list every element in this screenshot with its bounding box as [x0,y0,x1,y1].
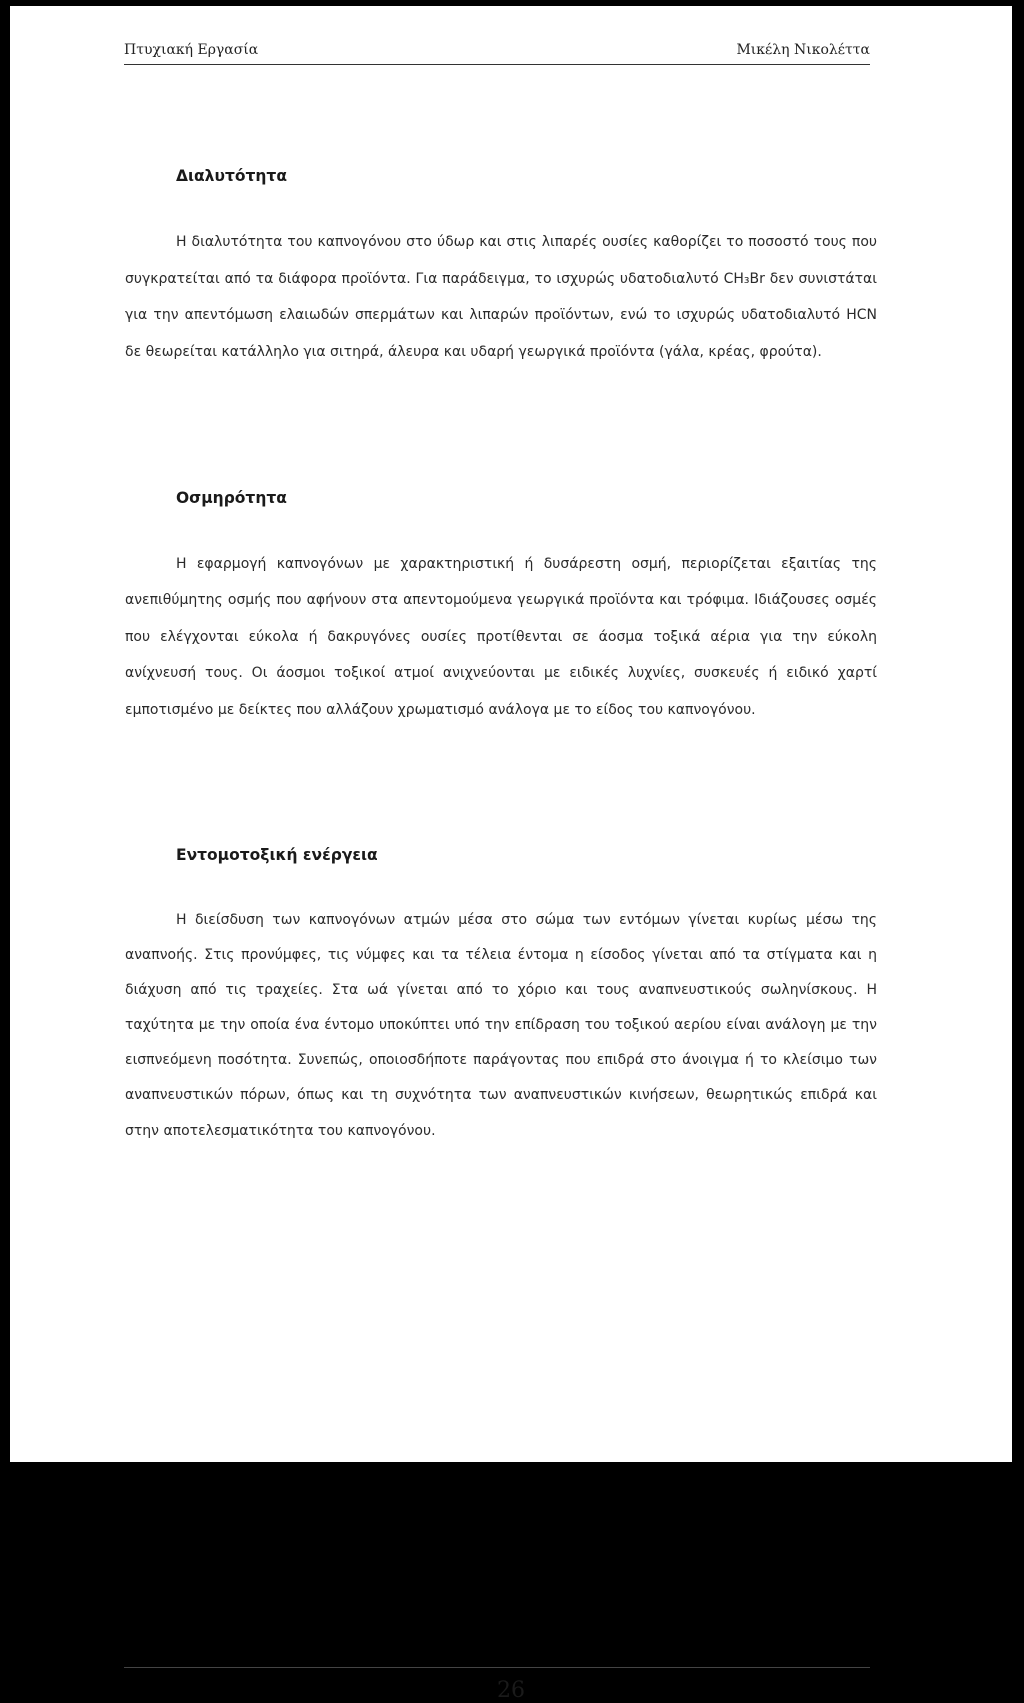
header-author: Μικέλη Νικολέττα [736,42,870,58]
document-page [10,6,1012,1703]
section-heading-odor: Οσμηρότητα [176,489,287,507]
running-header [124,42,870,66]
section-heading-solubility: Διαλυτότητα [176,167,287,185]
section-paragraph-odor: Η εφαρμογή καπνογόνων με χαρακτηριστική ή δυσάρεστη οσμή, περιορίζεται εξαιτίας της ανεπιθύμητης οσμής που αφήνουν στα απεντομούμενα γεωργικά προϊόντα και τρόφιμα. Ιδιάζουσες οσμές που ελέγχονται εύκολα ή δακρυγόνες ουσίες προτίθενται σε άοσμα τοξικά αέρια για την εύκολη ανίχνευσή τους. Οι άοσμοι τοξικοί ατμοί ανιχνεύονται με ειδικές λυχνίες, συσκευές ή ειδικό χαρτί εμποτισμένο με δείκτες που αλλάζουν χρωματισμό ανάλογα με το είδος του καπνογόνου. [125,556,877,718]
section-paragraph-insecticidal-action: Η διείσδυση των καπνογόνων ατμών μέσα στο σώμα των εντόμων γίνεται κυρίως μέσω της αναπνοής. Στις προνύμφες, τις νύμφες και τα τέλεια έντομα η είσοδος γίνεται από τα στίγματα και η διάχυση από τις τραχείες. Στα ωά γίνεται από το χόριο και τους αναπνευστικούς σωληνίσκους. Η ταχύτητα με την οποία ένα έντομο υποκύπτει υπό την επίδραση του τοξικού αερίου είναι ανάλογη με την εισπνεόμενη ποσότητα. Συνεπώς, οποιοσδήποτε παράγοντας που επιδρά στο άνοιγμα ή το κλείσιμο των αναπνευστικών πόρων, όπως και τη συχνότητα των αναπνευστικών κινήσεων, θεωρητικώς επιδρά και στην αποτελεσματικότητα του καπνογόνου. [125,912,877,1139]
section-heading-insecticidal-action: Εντομοτοξική ενέργεια [176,846,378,864]
page-number: 26 [497,1678,525,1703]
header-rule [124,64,870,65]
header-title: Πτυχιακή Εργασία [124,42,259,58]
footer [10,1006,1012,1703]
footer-rule [124,1667,870,1668]
section-paragraph-solubility: Η διαλυτότητα του καπνογόνου στο ύδωρ και στις λιπαρές ουσίες καθορίζει το ποσοστό τους που συγκρατείται από τα διάφορα προϊόντα. Για παράδειγμα, το ισχυρώς υδατοδιαλυτό CH₃Br δεν συνιστάται για την απεντόμωση ελαιωδών σπερμάτων και λιπαρών προϊόντων, ενώ το ισχυρώς υδατοδιαλυτό HCN δε θεωρείται κατάλληλο για σιτηρά, άλευρα και υδαρή γεωργικά προϊόντα (γάλα, κρέας, φρούτα). [125,234,877,360]
